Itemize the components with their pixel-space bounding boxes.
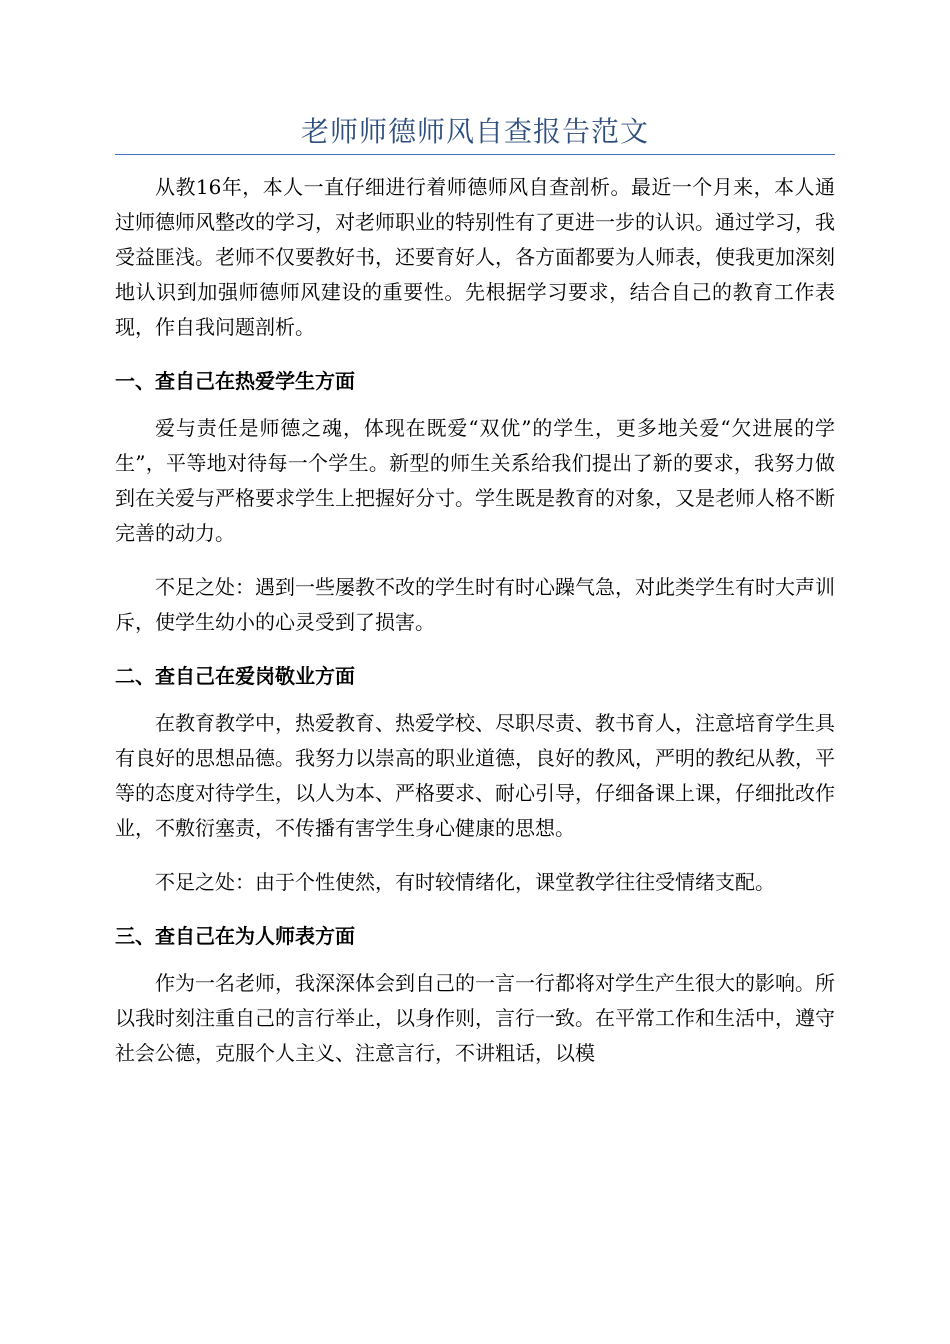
section-heading-1: 一、查自己在热爱学生方面 [115,369,355,393]
title-underline [115,154,835,155]
section-3-paragraph-1: 作为一名老师，我深深体会到自己的一言一行都将对学生产生很大的影响。所以我时刻注重自己的言行举止，以身作则，言行一致。在平常工作和生活中，遵守社会公德，克服个人主义、注意言行，不讲粗话，以模 [115,971,835,1065]
section-1-paragraph-2: 不足之处：遇到一些屡教不改的学生时有时心躁气急，对此类学生有时大声训斥，使学生幼小的心灵受到了损害。 [115,575,835,634]
section-heading-2: 二、查自己在爱岗敬业方面 [115,664,355,688]
intro-paragraph: 从教16年，本人一直仔细进行着师德师风自查剖析。最近一个月来，本人通过师德师风整改的学习，对老师职业的特别性有了更进一步的认识。通过学习，我受益匪浅。老师不仅要教好书，还要育好人，各方面都要为人师表，使我更加深刻地认识到加强师德师风建设的重要性。先根据学习要求，结合自己的教育工作表现，作自我问题剖析。 [115,175,835,339]
section-heading-3: 三、查自己在为人师表方面 [115,924,355,948]
section-1-paragraph-1: 爱与责任是师德之魂，体现在既爱“双优”的学生，更多地关爱“欠进展的学生”，平等地对待每一个学生。新型的师生关系给我们提出了新的要求，我努力做到在关爱与严格要求学生上把握好分寸。学生既是教育的对象，又是老师人格不断完善的动力。 [115,416,835,545]
section-2-paragraph-1: 在教育教学中，热爱教育、热爱学校、尽职尽责、教书育人，注意培育学生具有良好的思想品德。我努力以崇高的职业道德，良好的教风，严明的教纪从教，平等的态度对待学生，以人为本、严格要求、耐心引导，仔细备课上课，仔细批改作业，不敷衍塞责，不传播有害学生身心健康的思想。 [115,711,835,840]
document-title: 老师师德师风自查报告范文 [300,115,649,148]
document-body [115,170,835,1090]
section-2-paragraph-2: 不足之处：由于个性使然，有时较情绪化，课堂教学往往受情绪支配。 [155,870,775,894]
